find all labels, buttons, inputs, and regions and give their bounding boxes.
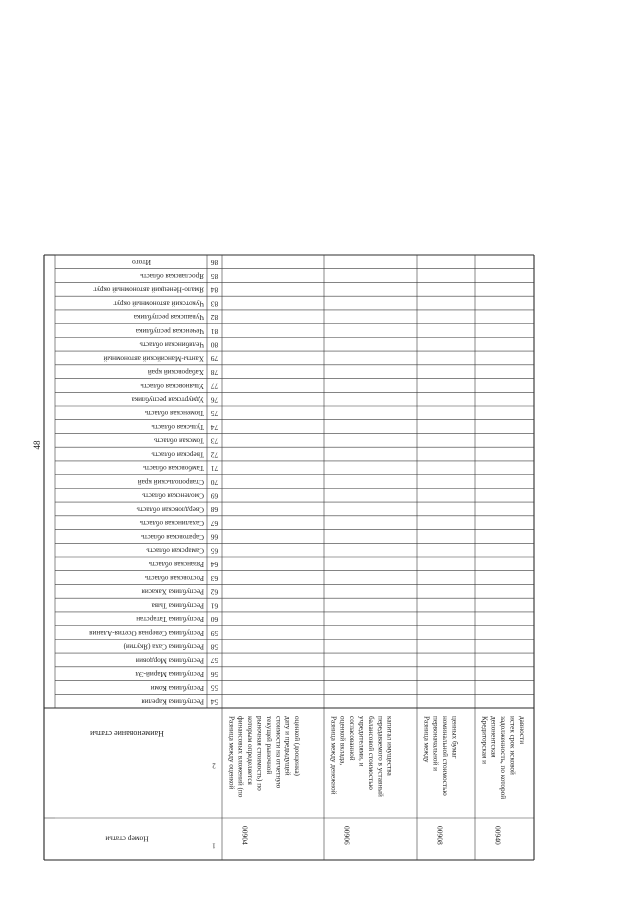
- region-number: 82: [210, 313, 219, 323]
- region-number: 62: [210, 587, 219, 597]
- region-name: Ростовская область: [144, 573, 204, 582]
- region-number: 65: [210, 546, 219, 556]
- region-name: Тюменская область: [144, 409, 204, 418]
- region-number: 68: [210, 505, 219, 515]
- region-name: Ставропольский край: [137, 477, 204, 486]
- header-name-label: Наименование статьи: [90, 729, 164, 739]
- region-number: 76: [210, 395, 219, 405]
- region-number: 81: [210, 326, 219, 336]
- region-name: Челябинская область: [139, 340, 204, 349]
- item-description-line: капитал имущества: [385, 716, 394, 776]
- region-number: 61: [210, 601, 219, 611]
- item-description-line: финансовых вложений (по: [236, 716, 245, 798]
- region-number: 71: [210, 464, 219, 474]
- region-number: 63: [210, 573, 219, 583]
- region-name: Тверская область: [151, 450, 204, 459]
- item-code: 00940: [493, 826, 503, 845]
- region-name: Республика Саха (Якутия): [123, 642, 204, 651]
- item-code: 00904: [240, 826, 250, 845]
- region-number: 60: [210, 615, 219, 625]
- item-description-line: задолженность, по которой: [499, 716, 508, 800]
- region-name: Республика Северная Осетия-Алания: [89, 628, 204, 637]
- item-description-line: первоначальной и: [431, 716, 440, 771]
- item-description-line: ценных бумаг: [450, 716, 459, 759]
- region-number: 86: [210, 258, 219, 268]
- region-name: Самарская область: [146, 546, 204, 555]
- region-name: Республика Тыва: [151, 601, 204, 610]
- header-code-label: Номер статьи: [105, 834, 149, 844]
- region-name: Республика Карелия: [141, 697, 204, 706]
- region-number: 66: [210, 532, 219, 542]
- region-number: 54: [210, 697, 219, 707]
- item-description-line: номинальной стоимостью: [441, 716, 450, 796]
- column-index-1: 1: [212, 841, 216, 850]
- region-name: Рязанская область: [148, 560, 204, 569]
- region-name: Удмуртская республика: [131, 395, 204, 404]
- region-number: 79: [210, 354, 219, 364]
- region-name: Республика Марий-Эл: [135, 670, 204, 679]
- region-name: Саратовская область: [141, 532, 204, 541]
- region-number: 84: [210, 285, 219, 295]
- region-number: 72: [210, 450, 219, 460]
- region-number: 73: [210, 436, 219, 446]
- region-number: 77: [210, 381, 219, 391]
- item-description-line: истек срок исковой: [508, 716, 517, 775]
- item-description-line: Разница между: [422, 716, 431, 763]
- page-number: 48: [32, 440, 42, 450]
- item-code: 00908: [435, 826, 445, 845]
- item-description-line: стоимости на отчетную: [274, 716, 283, 789]
- region-name: Хабаровский край: [147, 368, 204, 377]
- totals-label: Итого: [132, 258, 151, 268]
- region-name: Смоленская область: [142, 491, 204, 500]
- region-number: 57: [210, 656, 219, 666]
- region-name: Томская область: [153, 436, 204, 445]
- region-number: 55: [210, 683, 219, 693]
- item-description-line: оценкой вклада,: [338, 716, 347, 766]
- item-description-line: давности: [517, 716, 526, 745]
- region-number: 75: [210, 409, 219, 419]
- item-description-line: рыночная стоимость) по: [255, 716, 264, 791]
- region-number: 67: [210, 518, 219, 528]
- region-name: Ярославская область: [140, 271, 204, 280]
- region-name: Сахалинская область: [139, 519, 204, 528]
- region-number: 69: [210, 491, 219, 501]
- item-description-line: дату и предыдущей: [283, 716, 292, 776]
- region-number: 78: [210, 367, 219, 377]
- region-name: Чеченская республика: [135, 326, 204, 335]
- region-number: 80: [210, 340, 219, 350]
- item-description-line: Разница между оценкой: [227, 716, 236, 790]
- region-number: 56: [210, 669, 219, 679]
- region-name: Ульяновская область: [140, 381, 204, 390]
- region-number: 58: [210, 642, 219, 652]
- region-name: Тамбовская область: [143, 464, 204, 473]
- item-description-line: балансовой стоимостью: [366, 716, 375, 790]
- column-index-2: 2: [212, 761, 216, 770]
- item-description-line: учредителями, и: [357, 716, 366, 767]
- item-description-line: депонентская: [489, 716, 498, 758]
- region-number: 74: [210, 422, 219, 432]
- item-code: 00906: [342, 826, 352, 845]
- item-description-line: оценкой (дооценка): [293, 716, 302, 776]
- item-description-line: согласованной: [348, 716, 357, 761]
- region-name: Свердловская область: [136, 505, 204, 514]
- item-description-line: которым определяется: [246, 716, 255, 785]
- region-name: Республика Мордовия: [135, 656, 204, 665]
- item-description-line: передаваемого в уставный: [376, 716, 385, 797]
- item-description-line: текущей рыночной: [264, 716, 273, 775]
- region-name: Чувашская республика: [133, 313, 204, 322]
- item-description-line: Разница между денежной: [329, 716, 338, 795]
- region-name: Республика Хакасия: [141, 587, 204, 596]
- region-name: Ямало-Ненецкий автономный округ: [93, 285, 204, 294]
- region-name: Республика Татарстан: [136, 615, 204, 624]
- item-description-line: Кредиторская и: [480, 716, 489, 764]
- region-number: 64: [210, 560, 219, 570]
- region-number: 59: [210, 628, 219, 638]
- region-name: Чукотский автономный округ: [113, 299, 204, 308]
- region-number: 83: [210, 299, 219, 309]
- region-number: 85: [210, 271, 219, 281]
- region-number: 70: [210, 477, 219, 487]
- region-name: Республика Коми: [150, 683, 204, 692]
- region-name: Тульская область: [151, 422, 204, 431]
- region-name: Ханты-Мансийский автономный: [103, 354, 204, 363]
